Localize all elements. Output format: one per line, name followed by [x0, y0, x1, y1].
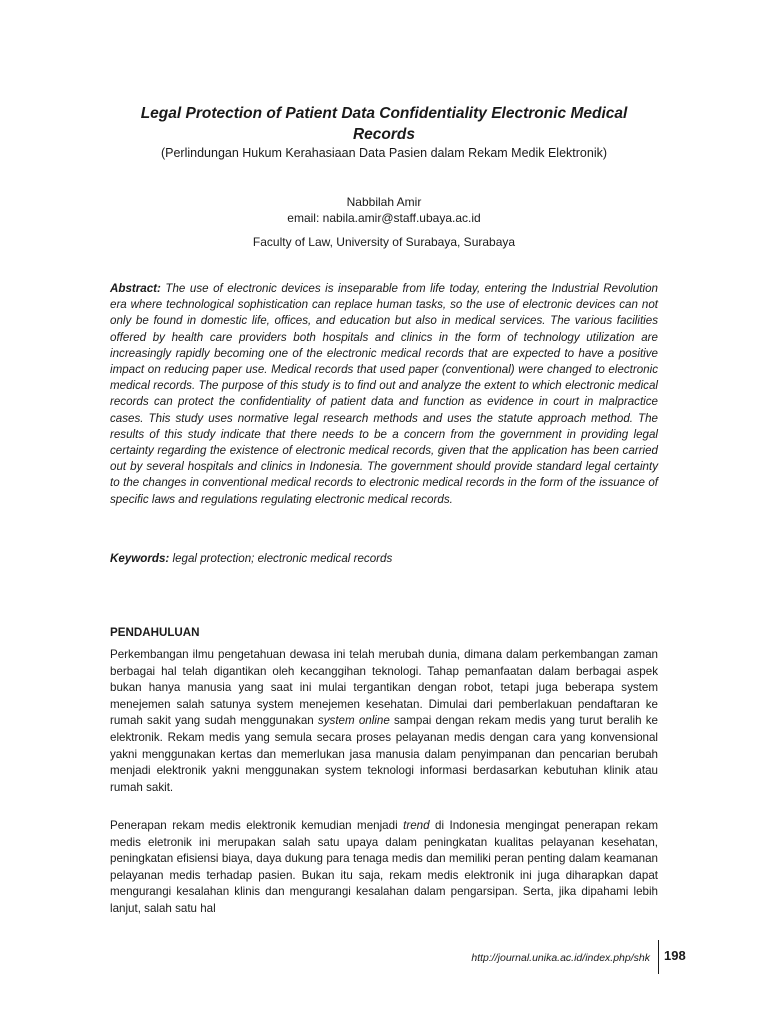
body-paragraph-1: [110, 647, 658, 796]
page-number: 198: [664, 948, 686, 963]
abstract-label: Abstract:: [110, 282, 161, 295]
footer-divider: [658, 940, 659, 974]
footer-journal-url: http://journal.unika.ac.id/index.php/shk: [471, 952, 650, 964]
article-subtitle: (Perlindungan Hukum Kerahasiaan Data Pasien dalam Rekam Medik Elektronik): [160, 146, 608, 160]
author-email: email: nabila.amir@staff.ubaya.ac.id: [287, 211, 481, 225]
paragraph-2-text-b: di Indonesia mengingat penerapan rekam medis eletronik ini merupakan salah satu upaya dalam peningkatan kualitas pelayanan kesehatan, peningkatan efisiensi biaya, daya dukung para tenaga medis dan memiliki peran penting dalam keamanan pelayanan medis terhadap pasien. Bukan itu saja, rekam medis elektronik ini juga diharapkan dapat mengurangi kesalahan klinis dan mengurangi kesalahan dalam pengarsipan. Serta, jika dipahami lebih lanjut, salah satu hal: [110, 819, 658, 915]
keywords: [110, 551, 658, 567]
paragraph-2-text-a: Penerapan rekam medis elektronik kemudian menjadi: [110, 819, 398, 832]
section-heading: PENDAHULUAN: [110, 626, 200, 639]
abstract-text: The use of electronic devices is inseparable from life today, entering the Industrial Revolution era where technological sophistication can replace human tasks, so the use of electronic devices can not only be found in domestic life, offices, and education but also in medical services. The various facilities offered by health care providers both hospitals and clinics in the form of technology utilization are increasingly rapidly becoming one of the electronic medical records that are expected to have a positive impact on reducing paper use. Medical records that used paper (conventional) were changed to electronic medical records. The purpose of this study is to find out and analyze the extent to which electronic medical records can protect the confidentiality of patient data and function as evidence in court in malpractice cases. This study uses normative legal research methods and uses the statute approach method. The results of this study indicate that there needs to be a concern from the government in providing legal certainty regarding the existence of electronic medical records, given that the application has been carried out by several hospitals and clinics in Indonesia. The government should provide standard legal certainty to the changes in conventional medical records to electronic medical records in the form of the issuance of specific laws and regulations regulating electronic medical records.: [110, 282, 658, 506]
paragraph-1-text-a: Perkembangan ilmu pengetahuan dewasa ini telah merubah dunia, dimana dalam perkembangan zaman berbagai hal telah digantikan oleh kecanggihan teknologi. Tahap pemanfaatan dalam berbagai aspek bukan hanya manusia yang saat ini mulai tergantikan dengan robot, tetapi juga beberapa system menejemen salah satunya system menejemen kesehatan. Dimulai dari pemberlakuan pendaftaran ke rumah sakit yang sudah menggunakan: [110, 648, 658, 728]
author-block: [100, 194, 668, 226]
keywords-text: legal protection; electronic medical records: [172, 552, 393, 565]
paragraph-1-text-b: sampai dengan rekam medis yang turut beralih ke elektronik. Rekam medis yang semula secara proses pelayanan medis dengan cara yang konvensional yakni menggunakan kertas dan memerlukan jasa manusia dalam penyimpanan dan pencarian berubah menjadi elektronik yakni menggunakan system teknologi informasi berdasarkan kebutuhan klinik atau rumah sakit.: [110, 714, 658, 794]
paragraph-1-italic: system online: [317, 714, 390, 728]
body-paragraph-2: [110, 818, 658, 918]
keywords-label: Keywords:: [110, 552, 170, 565]
author-affiliation: Faculty of Law, University of Surabaya, Surabaya: [252, 235, 516, 249]
paragraph-2-italic: trend: [403, 819, 430, 832]
author-name: Nabbilah Amir: [346, 195, 422, 209]
article-title: Legal Protection of Patient Data Confidentiality Electronic Medical Records: [140, 105, 628, 143]
abstract: [110, 281, 658, 508]
